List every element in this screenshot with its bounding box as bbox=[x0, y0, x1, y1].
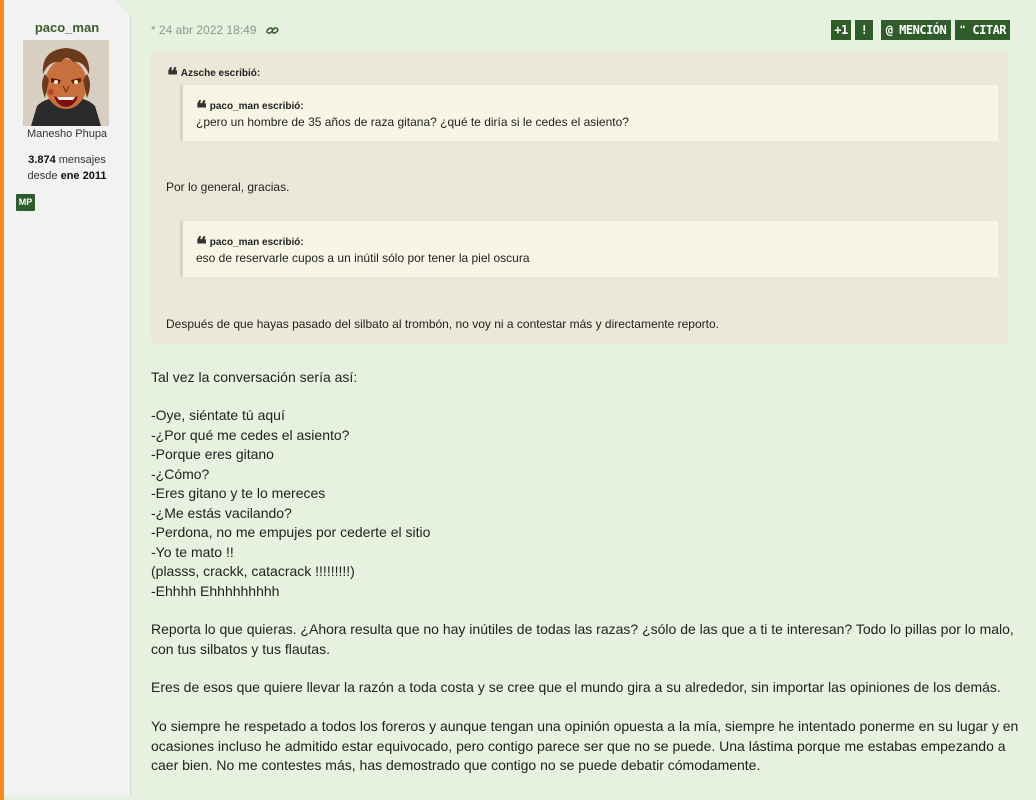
dialogue-line: -Oye, siéntate tú aquí bbox=[151, 407, 285, 423]
paragraph-1-line-2: con tus silbatos y tus flautas. bbox=[151, 640, 330, 657]
report-button[interactable]: ! bbox=[855, 20, 873, 40]
nested-quote-2 bbox=[180, 221, 998, 277]
dialogue-line: -Eres gitano y te lo mereces bbox=[151, 485, 326, 501]
dialogue-line: (plasss, crackk, catacrack !!!!!!!!!) bbox=[151, 563, 355, 579]
quote-header bbox=[167, 63, 261, 87]
paragraph-1-line-1: Reporta lo que quieras. ¿Ahora resulta que no hay inútiles de todas las razas? ¿sólo de las que a ti te interesan? Todo lo pillas por lo malo, bbox=[151, 621, 1014, 637]
dialogue-line: -Porque eres gitano bbox=[151, 446, 274, 462]
nested-quote-1-header bbox=[196, 96, 304, 120]
messages-label: mensajes bbox=[58, 154, 106, 166]
user-stats bbox=[4, 152, 130, 184]
mention-button[interactable]: @ MENCIÓN bbox=[881, 20, 951, 40]
nested-quote-1 bbox=[180, 85, 998, 141]
paragraph-3-line-3: caer bien. No me contestes más, has demostrado que contigo no se puede debatir cómodamente. bbox=[151, 757, 761, 773]
permalink-icon[interactable] bbox=[266, 25, 279, 39]
sidebar-corner-fold bbox=[115, 0, 131, 16]
avatar-image bbox=[23, 40, 109, 126]
username-link[interactable]: paco_man bbox=[34, 20, 100, 35]
nested-quote-2-header bbox=[196, 232, 304, 256]
plus-one-button[interactable]: +1 bbox=[831, 20, 851, 40]
user-sidebar bbox=[4, 0, 131, 796]
quote-mark-icon: ❝ bbox=[196, 96, 207, 120]
dialogue-line: -¿Por qué me cedes el asiento? bbox=[151, 426, 350, 443]
nested-quote-1-text: ¿pero un hombre de 35 años de raza gitana? ¿qué te diría si le cedes el asiento? bbox=[196, 115, 629, 129]
dialogue-line: -Ehhhh Ehhhhhhhhh bbox=[151, 582, 280, 599]
paragraph-1 bbox=[151, 620, 1014, 659]
quote-mark-icon: ❝ bbox=[167, 63, 178, 87]
quote-author[interactable]: Azsche escribió: bbox=[180, 68, 261, 79]
paragraph-3-line-2: ocasiones incluso he admitido estar equivocado, pero contigo parece ser que no se puede. Una lástima porque me estabas empezando a bbox=[151, 737, 1006, 754]
post-date bbox=[151, 23, 279, 39]
private-message-button[interactable]: MP bbox=[16, 194, 35, 211]
paragraph-2: Eres de esos que quiere llevar la razón a toda costa y se cree que el mundo gira a su alrededor, sin importar las opiniones de los demás. bbox=[151, 679, 1001, 695]
quote-mark-icon: ❝ bbox=[196, 232, 207, 256]
dialogue-list bbox=[151, 406, 430, 601]
nested-quote-2-author[interactable]: paco_man escribió: bbox=[209, 237, 304, 248]
post-actions bbox=[831, 20, 1010, 40]
dialogue-line: -¿Cómo? bbox=[151, 465, 210, 482]
post-date-text: * 24 abr 2022 18:49 bbox=[151, 23, 257, 37]
quote-block bbox=[151, 52, 1008, 343]
post-content bbox=[131, 0, 1036, 800]
since-label: desde bbox=[27, 170, 58, 182]
nested-quote-1-author[interactable]: paco_man escribió: bbox=[209, 101, 304, 112]
messages-count: 3.874 bbox=[28, 154, 56, 166]
member-since-date: ene 2011 bbox=[60, 170, 107, 182]
paragraph-3 bbox=[151, 717, 1018, 776]
quote-button[interactable]: ❝ CITAR bbox=[955, 20, 1010, 40]
dialogue-line: -Yo te mato !! bbox=[151, 543, 234, 560]
dialogue-line: -Perdona, no me empujes por cederte el sitio bbox=[151, 524, 431, 540]
user-rank-title: Manesho Phupa bbox=[26, 128, 108, 140]
quote-reply-1: Por lo general, gracias. bbox=[166, 180, 290, 194]
nested-quote-2-text: eso de reservarle cupos a un inútil sólo por tener la piel oscura bbox=[196, 251, 530, 265]
quote-reply-2: Después de que hayas pasado del silbato al trombón, no voy ni a contestar más y directamente reporto. bbox=[166, 317, 719, 331]
avatar[interactable] bbox=[23, 40, 109, 126]
paragraph-3-line-1: Yo siempre he respetado a todos los foreros y aunque tengan una opinión opuesta a la mía, siempre he intentado ponerme en su lugar y en bbox=[151, 718, 1019, 734]
dialogue-line: -¿Me estás vacilando? bbox=[151, 504, 292, 521]
post-intro: Tal vez la conversación sería así: bbox=[151, 369, 358, 385]
